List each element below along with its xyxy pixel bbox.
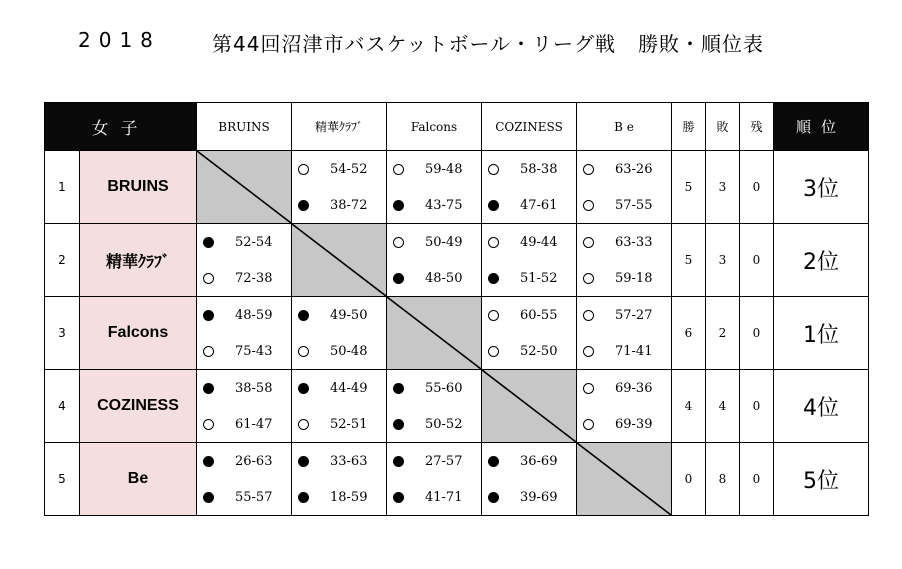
loss-dot-icon <box>393 419 404 430</box>
row-number: 2 <box>45 224 80 297</box>
game-score: 47-61 <box>520 197 558 213</box>
losses-count: 8 <box>706 443 740 516</box>
win-circle-icon <box>583 419 594 430</box>
loss-dot-icon <box>393 456 404 467</box>
row-number: 1 <box>45 151 80 224</box>
game-score: 58-38 <box>520 161 558 177</box>
loss-dot-icon <box>393 492 404 503</box>
match-result-cell <box>482 151 577 224</box>
game-score: 75-43 <box>235 343 273 359</box>
team-name: Be <box>80 443 197 516</box>
self-match-cell <box>292 224 387 297</box>
game-score: 59-18 <box>615 270 653 286</box>
match-result-cell <box>577 370 672 443</box>
game-score: 27-57 <box>425 453 463 469</box>
game-result <box>387 151 481 187</box>
game-score: 50-48 <box>330 343 368 359</box>
wins-count: 0 <box>672 443 706 516</box>
game-score: 38-58 <box>235 380 273 396</box>
win-circle-icon <box>583 164 594 175</box>
game-result <box>292 297 386 333</box>
self-match-cell <box>387 297 482 370</box>
game-score: 72-38 <box>235 270 273 286</box>
remaining-count: 0 <box>740 151 774 224</box>
game-result <box>387 406 481 442</box>
loss-dot-icon <box>298 200 309 211</box>
game-result <box>387 443 481 479</box>
losses-count: 3 <box>706 224 740 297</box>
match-result-cell <box>197 443 292 516</box>
match-result-cell <box>387 151 482 224</box>
game-score: 63-33 <box>615 234 653 250</box>
standings-table <box>44 102 869 516</box>
rank-value: 5位 <box>774 443 869 516</box>
game-result <box>197 479 291 515</box>
game-result <box>292 151 386 187</box>
loss-dot-icon <box>393 200 404 211</box>
match-result-cell <box>577 297 672 370</box>
win-circle-icon <box>393 237 404 248</box>
game-result <box>482 443 576 479</box>
match-result-cell <box>197 297 292 370</box>
remaining-header: 残 <box>740 103 774 151</box>
game-result <box>482 297 576 333</box>
game-score: 36-69 <box>520 453 558 469</box>
game-score: 71-41 <box>615 343 653 359</box>
game-result <box>197 224 291 260</box>
game-result <box>197 297 291 333</box>
game-score: 48-50 <box>425 270 463 286</box>
game-score: 59-48 <box>425 161 463 177</box>
loss-dot-icon <box>298 310 309 321</box>
diagonal-line <box>482 370 576 442</box>
table-row <box>45 370 869 443</box>
rank-value: 3位 <box>774 151 869 224</box>
loss-dot-icon <box>203 237 214 248</box>
game-score: 57-27 <box>615 307 653 323</box>
header-row <box>45 103 869 151</box>
game-score: 69-36 <box>615 380 653 396</box>
game-result <box>482 479 576 515</box>
game-score: 52-54 <box>235 234 273 250</box>
match-result-cell <box>387 443 482 516</box>
win-circle-icon <box>298 346 309 357</box>
game-score: 44-49 <box>330 380 368 396</box>
loss-dot-icon <box>488 273 499 284</box>
row-number: 3 <box>45 297 80 370</box>
game-score: 39-69 <box>520 489 558 505</box>
loss-dot-icon <box>393 383 404 394</box>
game-result <box>577 370 671 406</box>
game-result <box>387 224 481 260</box>
rank-value: 1位 <box>774 297 869 370</box>
loss-dot-icon <box>488 200 499 211</box>
game-result <box>292 370 386 406</box>
loss-dot-icon <box>393 273 404 284</box>
wins-count: 5 <box>672 224 706 297</box>
game-result <box>577 260 671 296</box>
category-header: 女子 <box>45 103 197 151</box>
game-result <box>197 260 291 296</box>
game-result <box>577 333 671 369</box>
game-result <box>387 479 481 515</box>
game-result <box>577 187 671 223</box>
team-name: Falcons <box>80 297 197 370</box>
loss-dot-icon <box>488 492 499 503</box>
game-score: 38-72 <box>330 197 368 213</box>
table-row <box>45 297 869 370</box>
loss-dot-icon <box>203 492 214 503</box>
team-name: 精華ｸﾗﾌﾞ <box>80 224 197 297</box>
losses-count: 2 <box>706 297 740 370</box>
match-result-cell <box>292 297 387 370</box>
game-result <box>292 406 386 442</box>
losses-header: 敗 <box>706 103 740 151</box>
wins-count: 4 <box>672 370 706 443</box>
game-result <box>197 370 291 406</box>
win-circle-icon <box>203 419 214 430</box>
title-subtitle: 勝敗・順位表 <box>638 32 765 56</box>
opponent-header: 精華ｸﾗﾌﾞ <box>292 103 387 151</box>
game-score: 57-55 <box>615 197 653 213</box>
losses-count: 4 <box>706 370 740 443</box>
table-row <box>45 443 869 516</box>
opponent-header: B e <box>577 103 672 151</box>
game-result <box>577 406 671 442</box>
win-circle-icon <box>583 310 594 321</box>
match-result-cell <box>482 297 577 370</box>
game-result <box>197 406 291 442</box>
wins-count: 6 <box>672 297 706 370</box>
match-result-cell <box>197 370 292 443</box>
opponent-header: COZINESS <box>482 103 577 151</box>
wins-header: 勝 <box>672 103 706 151</box>
loss-dot-icon <box>298 383 309 394</box>
game-result <box>482 151 576 187</box>
game-result <box>577 297 671 333</box>
game-score: 51-52 <box>520 270 558 286</box>
game-result <box>387 260 481 296</box>
game-score: 18-59 <box>330 489 368 505</box>
game-score: 63-26 <box>615 161 653 177</box>
match-result-cell <box>577 224 672 297</box>
game-score: 43-75 <box>425 197 463 213</box>
game-result <box>292 333 386 369</box>
match-result-cell <box>292 370 387 443</box>
game-result <box>387 370 481 406</box>
game-result <box>577 151 671 187</box>
match-result-cell <box>577 151 672 224</box>
game-result <box>197 443 291 479</box>
loss-dot-icon <box>488 456 499 467</box>
game-score: 69-39 <box>615 416 653 432</box>
game-score: 49-44 <box>520 234 558 250</box>
game-score: 50-52 <box>425 416 463 432</box>
win-circle-icon <box>583 237 594 248</box>
game-result <box>292 443 386 479</box>
loss-dot-icon <box>203 310 214 321</box>
match-result-cell <box>482 224 577 297</box>
diagonal-line <box>292 224 386 296</box>
game-score: 60-55 <box>520 307 558 323</box>
title-name: 第44回沼津市バスケットボール・リーグ戦 <box>212 32 617 56</box>
win-circle-icon <box>583 346 594 357</box>
win-circle-icon <box>298 419 309 430</box>
win-circle-icon <box>583 383 594 394</box>
losses-count: 3 <box>706 151 740 224</box>
team-name: BRUINS <box>80 151 197 224</box>
game-result <box>482 260 576 296</box>
wins-count: 5 <box>672 151 706 224</box>
game-result <box>197 333 291 369</box>
diagonal-line <box>387 297 481 369</box>
match-result-cell <box>292 151 387 224</box>
win-circle-icon <box>488 164 499 175</box>
game-score: 54-52 <box>330 161 368 177</box>
opponent-header: Falcons <box>387 103 482 151</box>
loss-dot-icon <box>203 456 214 467</box>
match-result-cell <box>197 224 292 297</box>
win-circle-icon <box>488 310 499 321</box>
loss-dot-icon <box>298 456 309 467</box>
match-result-cell <box>292 443 387 516</box>
win-circle-icon <box>583 200 594 211</box>
win-circle-icon <box>393 164 404 175</box>
game-result <box>292 187 386 223</box>
win-circle-icon <box>203 273 214 284</box>
rank-header: 順位 <box>774 103 869 151</box>
diagonal-line <box>577 443 671 515</box>
self-match-cell <box>197 151 292 224</box>
game-score: 26-63 <box>235 453 273 469</box>
rank-value: 2位 <box>774 224 869 297</box>
remaining-count: 0 <box>740 224 774 297</box>
game-score: 52-51 <box>330 416 368 432</box>
remaining-count: 0 <box>740 370 774 443</box>
rank-value: 4位 <box>774 370 869 443</box>
row-number: 4 <box>45 370 80 443</box>
win-circle-icon <box>583 273 594 284</box>
game-score: 55-57 <box>235 489 273 505</box>
game-result <box>482 333 576 369</box>
game-score: 50-49 <box>425 234 463 250</box>
opponent-header: BRUINS <box>197 103 292 151</box>
table-row <box>45 151 869 224</box>
win-circle-icon <box>298 164 309 175</box>
game-score: 55-60 <box>425 380 463 396</box>
table-row <box>45 224 869 297</box>
self-match-cell <box>482 370 577 443</box>
game-score: 41-71 <box>425 489 463 505</box>
game-result <box>482 224 576 260</box>
row-number: 5 <box>45 443 80 516</box>
game-score: 61-47 <box>235 416 273 432</box>
page-title <box>0 28 902 58</box>
remaining-count: 0 <box>740 297 774 370</box>
diagonal-line <box>197 151 291 223</box>
remaining-count: 0 <box>740 443 774 516</box>
match-result-cell <box>387 370 482 443</box>
win-circle-icon <box>488 346 499 357</box>
win-circle-icon <box>488 237 499 248</box>
game-result <box>577 224 671 260</box>
win-circle-icon <box>203 346 214 357</box>
self-match-cell <box>577 443 672 516</box>
loss-dot-icon <box>203 383 214 394</box>
loss-dot-icon <box>298 492 309 503</box>
game-score: 48-59 <box>235 307 273 323</box>
game-score: 49-50 <box>330 307 368 323</box>
match-result-cell <box>482 443 577 516</box>
game-score: 33-63 <box>330 453 368 469</box>
game-result <box>292 479 386 515</box>
game-result <box>482 187 576 223</box>
game-result <box>387 187 481 223</box>
match-result-cell <box>387 224 482 297</box>
title-year: 2018 <box>78 28 161 52</box>
team-name: COZINESS <box>80 370 197 443</box>
game-score: 52-50 <box>520 343 558 359</box>
